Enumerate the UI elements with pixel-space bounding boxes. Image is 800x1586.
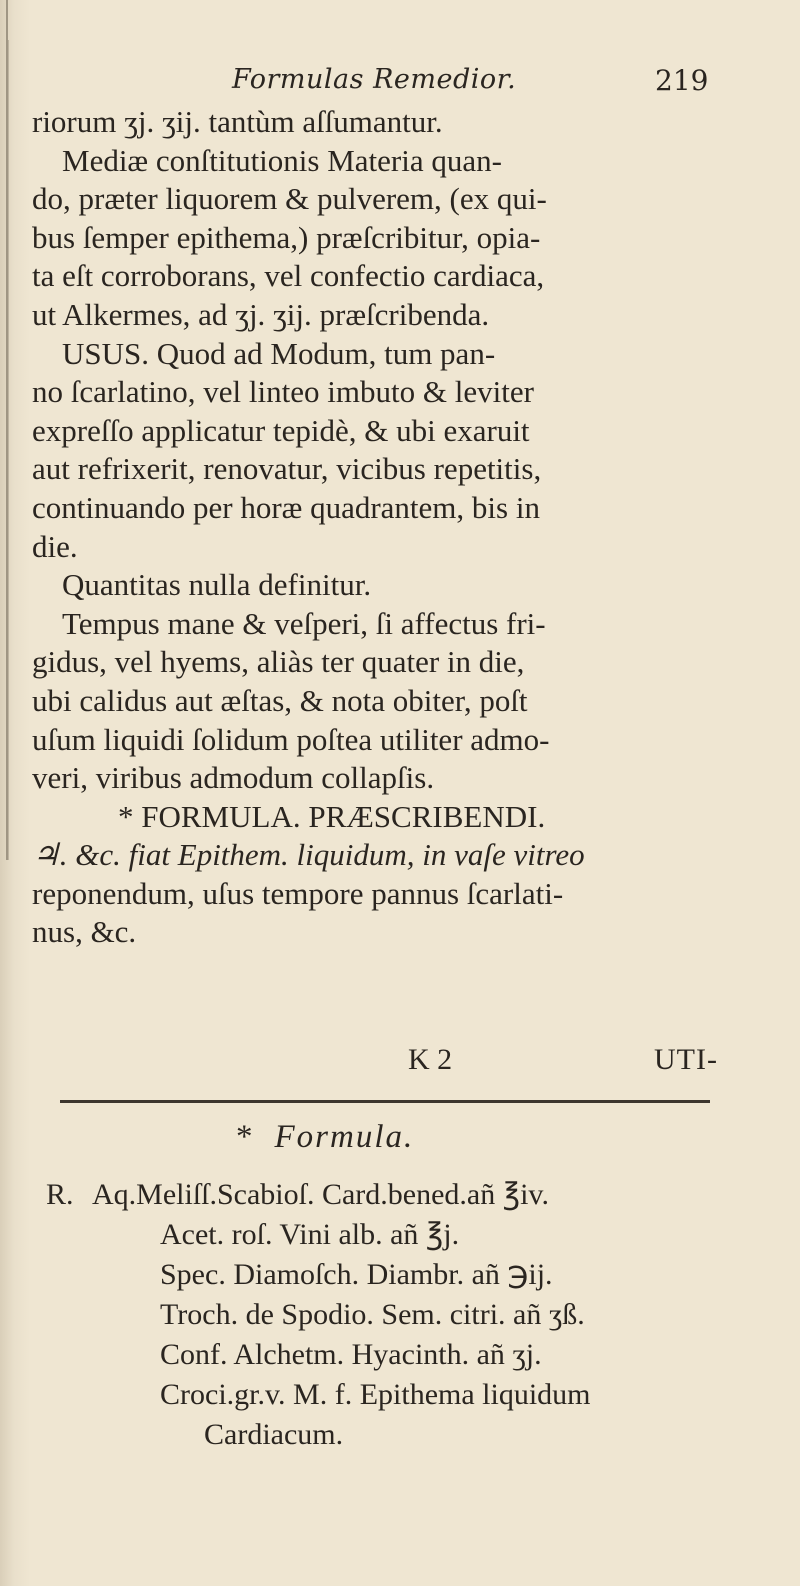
text-line: ta eſt corroborans, vel confectio cardiaca, bbox=[32, 258, 545, 294]
recipe-line: Cardiacum. bbox=[204, 1418, 344, 1451]
recipe-line: Conf. Alchetm. Hyacinth. añ ʒj. bbox=[160, 1338, 542, 1371]
text-line: ut Alkermes, ad ʒj. ʒij. præſcribenda. bbox=[32, 296, 490, 332]
text-line: continuando per horæ quadrantem, bis in bbox=[32, 489, 540, 525]
text-line: Mediæ conſtitutionis Materia quan- bbox=[62, 142, 502, 178]
recipe-lines bbox=[36, 1175, 591, 1455]
text-line: die. bbox=[32, 528, 78, 564]
text-line: nus, &c. bbox=[32, 914, 137, 950]
recipe-text: Aq.Meliſſ.Scabioſ. Card.bened.añ ℥iv. bbox=[92, 1178, 549, 1211]
text-line: USUS. Quod ad Modum, tum pan- bbox=[62, 335, 496, 371]
formula-heading: * FORMULA. PRÆSCRIBENDI. bbox=[118, 798, 546, 834]
recipe-line: Spec. Diamoſch. Diambr. añ ℈ij. bbox=[160, 1258, 553, 1291]
text-line: reponendum, uſus tempore pannus ſcarlati- bbox=[32, 875, 564, 911]
recipe-symbol: R. bbox=[46, 1178, 74, 1211]
text-line: aut refrixerit, renovatur, vicibus repetitis, bbox=[32, 451, 542, 487]
text-line: bus ſemper epithema,) præſcribitur, opia- bbox=[32, 219, 541, 255]
text-line: ♃. &c. fiat Epithem. liquidum, in vaſe vitreo bbox=[32, 837, 585, 873]
signature-mark: K 2 bbox=[408, 1043, 453, 1076]
page-header bbox=[0, 64, 800, 104]
text-line: Quantitas nulla definitur. bbox=[62, 567, 372, 603]
page-footer bbox=[0, 1043, 800, 1083]
asterisk-mark: * bbox=[236, 1119, 255, 1155]
page-edge-shadow-inner bbox=[8, 40, 9, 860]
text-line: expreſſo applicatur tepidè, & ubi exaruit bbox=[32, 412, 530, 448]
catchword: UTI- bbox=[654, 1043, 718, 1076]
running-head: Formulas Remedior. bbox=[232, 64, 517, 95]
recipe-line bbox=[36, 1175, 591, 1215]
page-number: 219 bbox=[655, 64, 709, 97]
footnote-heading: Formula. bbox=[274, 1119, 415, 1155]
text-line: Tempus mane & veſperi, ſi affectus fri- bbox=[62, 605, 546, 641]
recipe-line: Croci.gr.v. M. f. Epithema liquidum bbox=[160, 1378, 591, 1411]
footnote-rule bbox=[60, 1100, 710, 1103]
text-line: do, præter liquorem & pulverem, (ex qui- bbox=[32, 181, 547, 217]
text-line: no ſcarlatino, vel linteo imbuto & leviter bbox=[32, 374, 534, 410]
text-line: veri, viribus admodum collapſis. bbox=[32, 760, 435, 796]
text-line: uſum liquidi ſolidum poſtea utiliter admo- bbox=[32, 721, 550, 757]
text-line: ubi calidus aut æſtas, & nota obiter, poſt bbox=[32, 682, 528, 718]
recipe-line: Troch. de Spodio. Sem. citri. añ ʒß. bbox=[160, 1298, 585, 1331]
footnote-title bbox=[236, 1117, 414, 1157]
recipe-line: Acet. roſ. Vini alb. añ ℥j. bbox=[160, 1218, 460, 1251]
text-line: riorum ʒj. ʒij. tantùm aſſumantur. bbox=[32, 104, 443, 139]
text-line: gidus, vel hyems, aliàs ter quater in die, bbox=[32, 644, 525, 680]
main-text bbox=[32, 103, 767, 952]
